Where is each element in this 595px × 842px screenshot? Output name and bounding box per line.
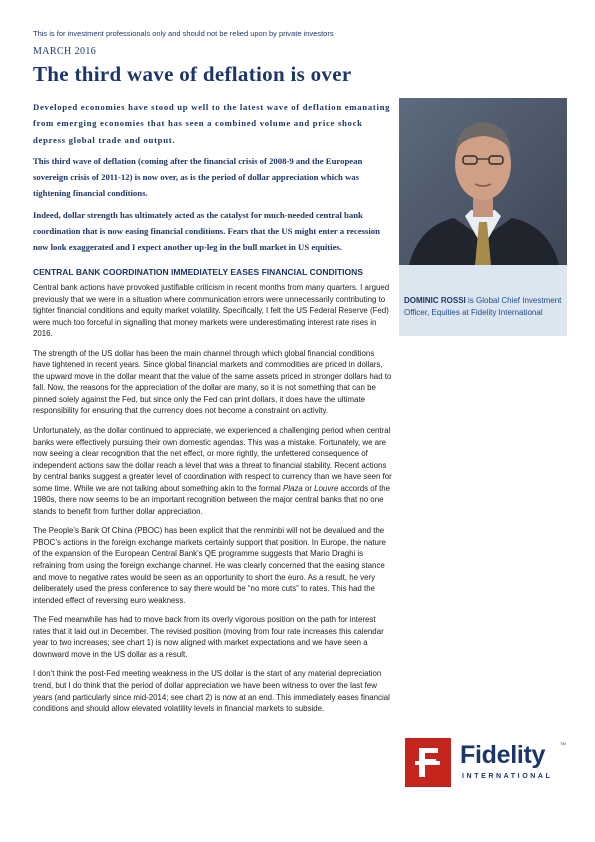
author-photo	[399, 98, 567, 265]
fidelity-tagline: INTERNATIONAL	[462, 773, 553, 780]
section-heading: CENTRAL BANK COORDINATION IMMEDIATELY EASES FINANCIAL CONDITIONS	[33, 267, 363, 277]
plaza-accord: Plaza	[283, 483, 303, 493]
author-bio: is Global Chief Investment Officer, Equities at Fidelity International	[404, 296, 562, 317]
conjunction-or: or	[302, 483, 315, 493]
body-paragraph-6: I don’t think the post-Fed meeting weakness in the US dollar is the start of any material depreciation trend, but I do think that the period of dollar appreciation we have been witness to over the last few years (and particularly since mid-2014; see chart 2) is now at an end. This immediately eases financial conditions and should allow elevated volatility levels in financial markets to subside.	[33, 669, 390, 714]
author-name: DOMINIC ROSSI	[404, 296, 466, 305]
author-caption	[404, 295, 564, 318]
body-paragraph-2: The strength of the US dollar has been the main channel through which global financial conditions have tightened in recent years. Since global financial markets and commodities are priced in dollars, the upward move in the dollar meant that the value of the same assets priced in stronger dollars had to fall. Now, the reasons for the appreciation of the dollar are many, so it is not something that can be pinned solely against the Fed, but since only the Fed can print dollars, it does have the ultimate responsibility for ensuring that the currency does not become a constraint on activity.	[33, 348, 392, 416]
fidelity-wordmark: Fidelity	[460, 741, 546, 769]
author-caption-box	[399, 265, 567, 336]
louvre-accord: Louvre	[314, 483, 339, 493]
body-paragraph-1: Central bank actions have provoked justifiable criticism in recent months from many quarters. I argued previously that we were in a situation where communication errors were unnecessarily contributing to tighter financial conditions and equity market volatility. Specifically, I felt the US Federal Reserve (Fed) were much too forceful in signalling that money markets were underestimating interest rate rises in 2016.	[33, 283, 390, 339]
fidelity-logo	[405, 738, 567, 788]
publication-date: MARCH 2016	[33, 46, 97, 57]
intro-paragraph-3: Indeed, dollar strength has ultimately acted as the catalyst for much-needed central bank coordination that is now easing financial conditions. Fears that the US might enter a recession now look exaggerated and I expect another up-leg in the bull market in US equities.	[33, 209, 380, 253]
article-body	[33, 282, 393, 723]
page-title: The third wave of deflation is over	[33, 62, 352, 86]
intro-summary	[33, 99, 393, 261]
intro-paragraph-2: This third wave of deflation (coming after the financial crisis of 2008-9 and the European sovereign crisis of 2011-12) is now over, as is the period of dollar appreciation which was tightening financial conditions.	[33, 155, 363, 199]
body-paragraph-3-end: accords of the 1980s, there now seems to be an important recognition between the major central banks that no one stands to benefit from further dollar appreciation.	[33, 483, 391, 516]
body-paragraph-3-start: Unfortunately, as the dollar continued to appreciate, we experienced a challenging period when central banks were effectively pursuing their own domestic agendas. This was a mistake. Fortunately, we are now seeing a clear recognition that the net effect, or more rightly, the unfettered consequence of independent actions saw the dollar reach a level that was a threat to financial stability. Recent actions by central banks suggest a greater level of coordination with respect to currency than we have seen for some time. While we are not talking about something akin to the formal	[33, 426, 392, 493]
body-paragraph-5: The Fed meanwhile has had to move back from its overly vigorous position on the path for interest rates that it laid out in December. The revised position (moving from four rate increases this calendar year to two increases; see chart 1) is now aligned with market expectations and we have seen a downward move in the US dollar as a result.	[33, 615, 384, 659]
intro-paragraph-1: Developed economies have stood up well to the latest wave of deflation emanating from emerging economies that has seen a combined volume and price shock depress global trade and output.	[33, 102, 391, 145]
fidelity-logo-mark	[405, 738, 451, 787]
body-paragraph-4: The People’s Bank Of China (PBOC) has been explicit that the renminbi will not be devalued and the PBOC’s actions in the foreign exchange markets certainly support that position. In Europe, the nature of the expansion of the European Central Bank’s QE programme suggests that Mario Draghi is refraining from using the foreign exchange channel. He was clearly concerned that the easing stance and move to negative rates would be seen as an opportunity to short the euro. As a result, he very deliberately used the press conference to say there would be “no more cuts” to rates. This had the intended effect of reversing euro weakness.	[33, 526, 386, 605]
disclaimer: This is for investment professionals only and should not be relied upon by private investors	[33, 29, 334, 38]
trademark-symbol: TM	[560, 741, 566, 746]
body-paragraph-3	[33, 425, 393, 517]
